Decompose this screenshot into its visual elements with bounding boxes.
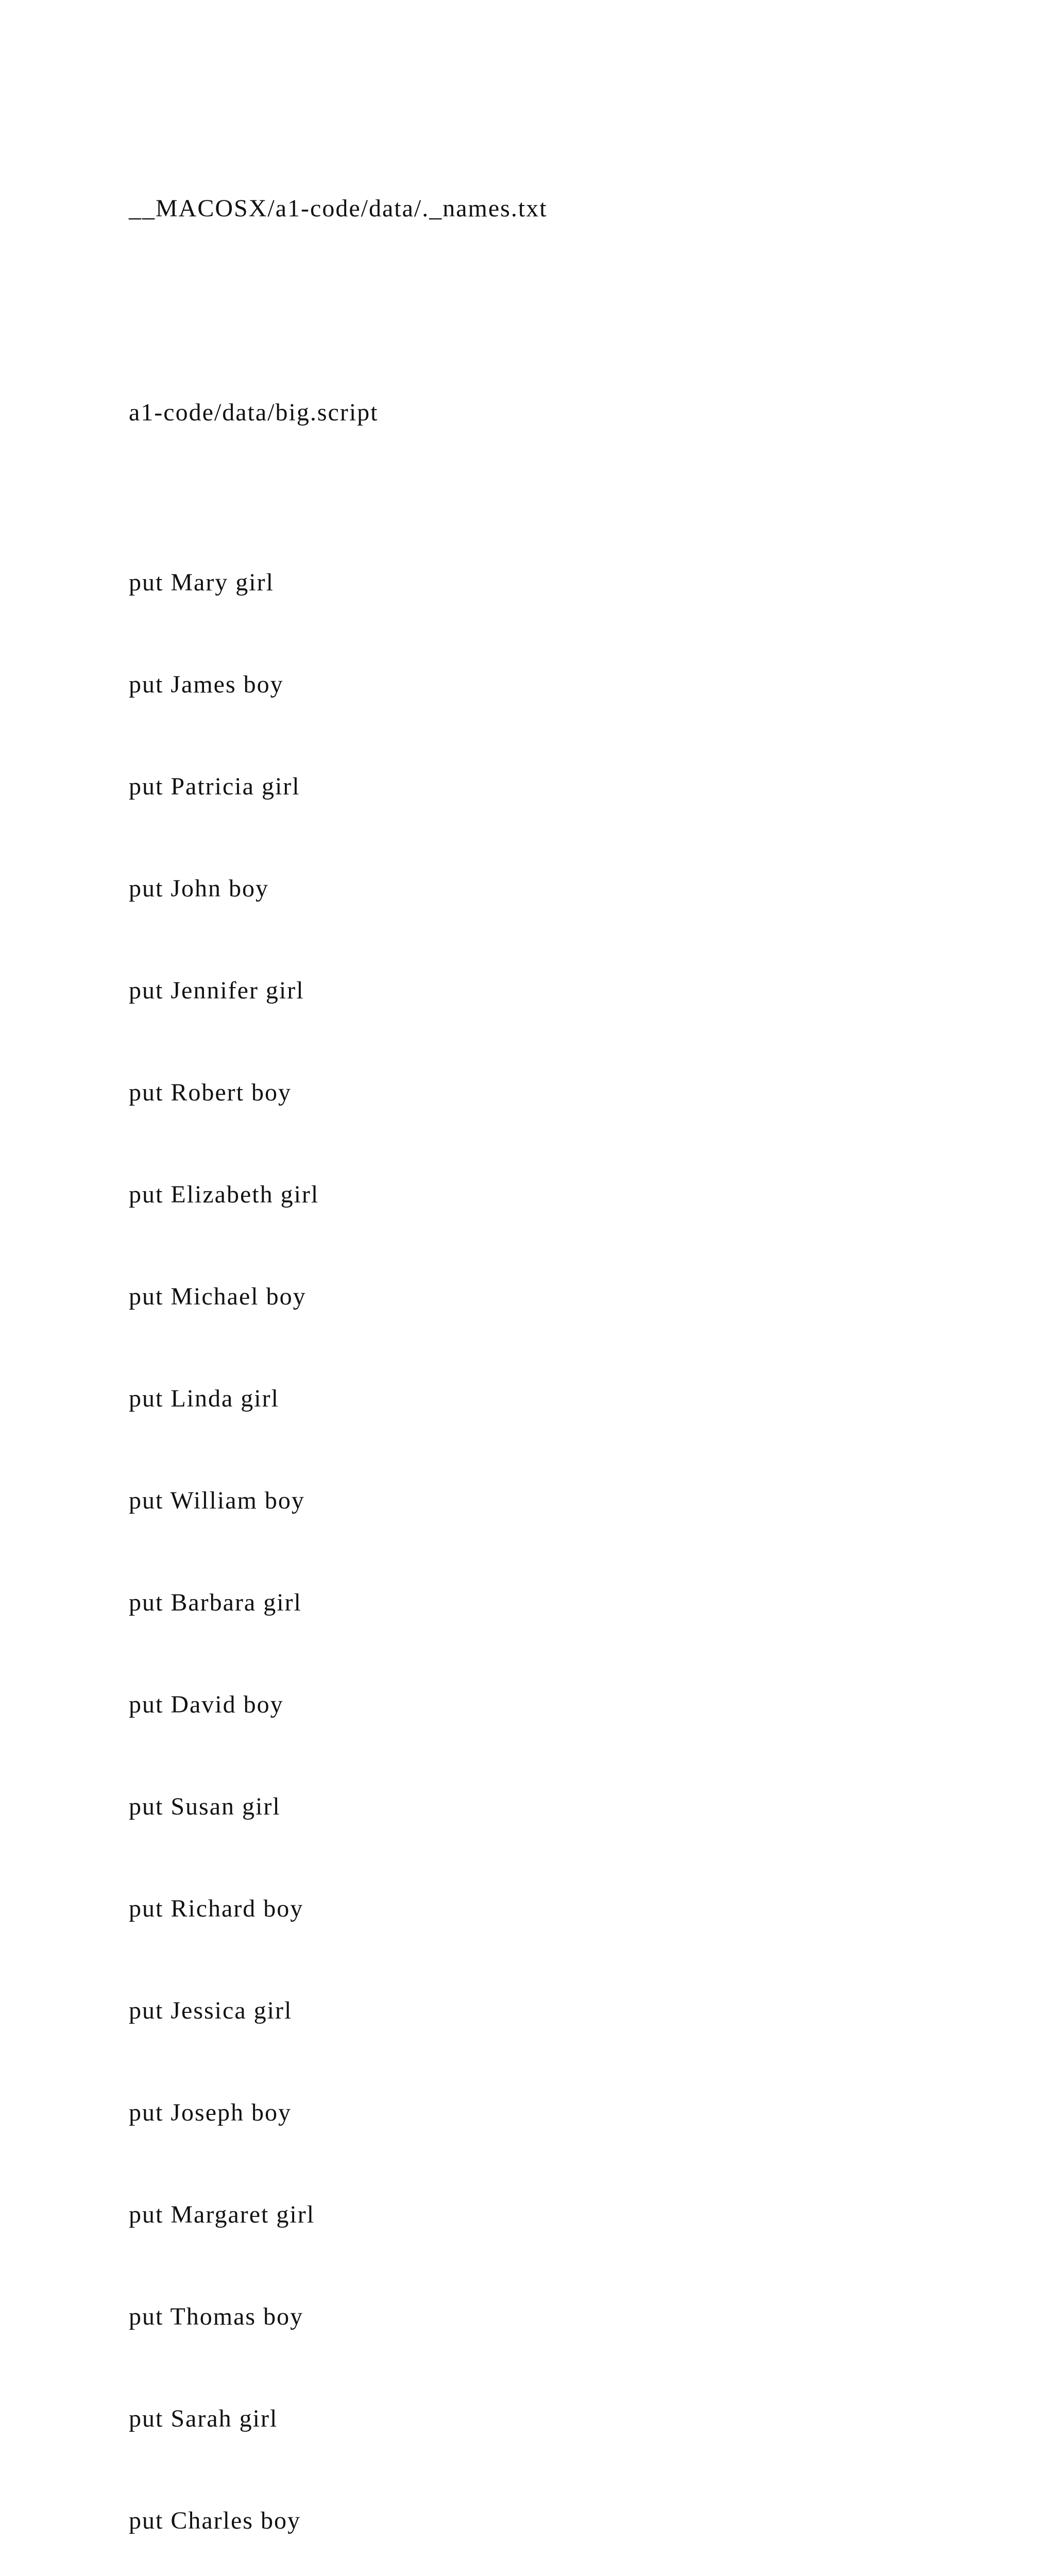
script-line: put Michael boy [129,1283,307,1310]
script-line: put Joseph boy [129,2099,292,2126]
script-line: put Patricia girl [129,773,300,800]
script-line: put William boy [129,1487,305,1514]
script-line: put Robert boy [129,1079,292,1106]
script-line: put Jessica girl [129,1997,293,2024]
script-line: put Mary girl [129,569,274,596]
script-line: put Jennifer girl [129,977,304,1004]
script-line: put Linda girl [129,1385,279,1412]
script-line: put Margaret girl [129,2201,315,2228]
script-lines [129,498,548,2576]
script-line: put Charles boy [129,2507,301,2534]
script-line: put James boy [129,671,284,698]
script-line: put Elizabeth girl [129,1181,319,1208]
header-path: __MACOSX/a1-code/data/._names.txt [129,195,548,222]
script-line: put Richard boy [129,1895,304,1922]
document-text [129,124,548,2576]
script-line: put David boy [129,1691,284,1718]
script-line: put Sarah girl [129,2405,278,2432]
script-line: put John boy [129,875,269,902]
blank-line [129,294,548,328]
file-title: a1-code/data/big.script [129,399,379,426]
script-line: put Thomas boy [129,2303,304,2330]
script-line: put Barbara girl [129,1589,302,1616]
script-line: put Susan girl [129,1793,281,1820]
